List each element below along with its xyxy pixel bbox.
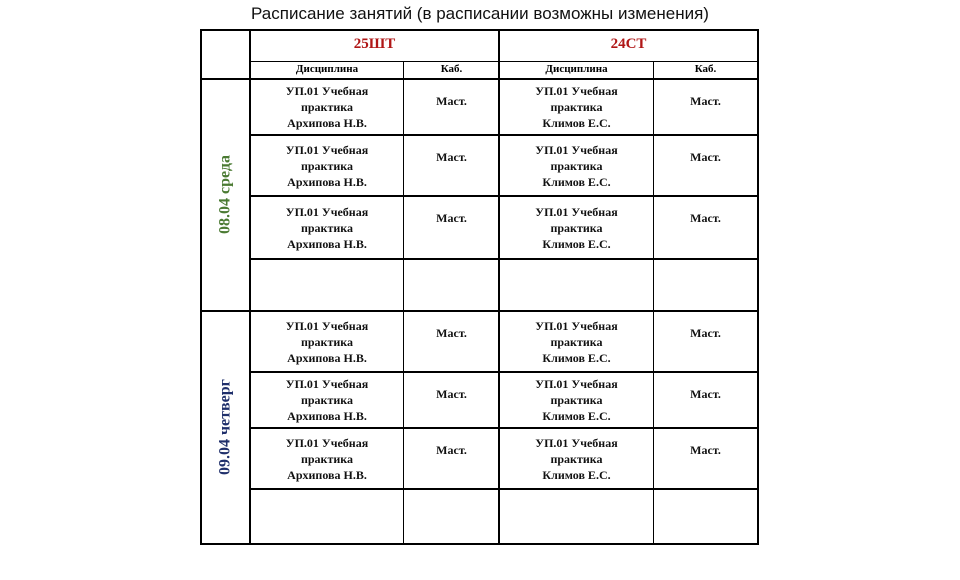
lesson-cell — [251, 136, 403, 195]
subject-text: УП.01 Учебная — [535, 142, 618, 157]
lesson-cell — [500, 80, 653, 134]
room-cell: Маст. — [690, 326, 721, 340]
room-cell: Маст. — [436, 150, 467, 164]
subject-text: УП.01 Учебная — [285, 204, 369, 219]
subject-text: УП.01 Учебная — [285, 435, 369, 450]
lesson-cell — [500, 260, 653, 310]
subject-text: УП.01 Учебная — [285, 377, 369, 391]
teacher-name: Климов Е.С. — [542, 350, 611, 365]
subject-text: УП.01 Учебная — [535, 318, 618, 333]
room-cell: Маст. — [436, 326, 467, 340]
subject-text: УП.01 Учебная — [535, 84, 618, 98]
lesson-cell — [251, 429, 403, 488]
teacher-name: Климов Е.С. — [542, 116, 611, 130]
teacher-name: Архипова Н.В. — [287, 236, 367, 251]
subject-text: УП.01 Учебная — [535, 435, 618, 450]
room-cell: Маст. — [690, 150, 721, 164]
subject-text: УП.01 Учебная — [285, 142, 369, 157]
room-cell: Маст. — [436, 211, 467, 225]
day-label: 08.04 среда — [216, 155, 234, 235]
lesson-cell — [251, 490, 403, 543]
subject-text: практика — [550, 451, 603, 466]
group-header: 24СТ — [610, 36, 647, 52]
subject-text: практика — [300, 220, 354, 235]
subject-text: практика — [550, 334, 603, 349]
grid-line — [249, 61, 757, 62]
subject-text: практика — [550, 100, 603, 114]
group-header: 25ШТ — [353, 36, 396, 52]
teacher-name: Климов Е.С. — [542, 467, 611, 482]
subject-text: практика — [300, 334, 354, 349]
lesson-cell — [500, 373, 653, 427]
lesson-cell — [500, 312, 653, 371]
day-label: 09.04 четверг — [216, 379, 234, 476]
lesson-cell — [500, 136, 653, 195]
teacher-name: Архипова Н.В. — [287, 467, 367, 482]
column-header-room: Каб. — [694, 63, 717, 75]
subject-text: практика — [550, 220, 603, 235]
room-cell: Маст. — [690, 211, 721, 225]
teacher-name: Климов Е.С. — [542, 409, 611, 423]
lesson-cell — [251, 80, 403, 134]
subject-text: УП.01 Учебная — [535, 377, 618, 391]
room-cell: Маст. — [690, 94, 721, 108]
lesson-cell — [251, 312, 403, 371]
lesson-cell — [500, 490, 653, 543]
teacher-name: Климов Е.С. — [542, 236, 611, 251]
lesson-cell — [500, 197, 653, 258]
room-cell: Маст. — [436, 94, 467, 108]
subject-text: практика — [550, 393, 603, 407]
room-cell: Маст. — [690, 387, 721, 401]
column-header-room: Каб. — [440, 63, 463, 75]
room-cell: Маст. — [690, 443, 721, 457]
subject-text: практика — [550, 158, 603, 173]
teacher-name: Архипова Н.В. — [287, 174, 367, 189]
subject-text: практика — [300, 100, 354, 114]
teacher-name: Архипова Н.В. — [287, 409, 367, 423]
teacher-name: Архипова Н.В. — [287, 116, 367, 130]
subject-text: УП.01 Учебная — [535, 204, 618, 219]
lesson-cell — [251, 197, 403, 258]
schedule-table — [200, 29, 759, 545]
subject-text: практика — [300, 393, 354, 407]
subject-text: практика — [300, 451, 354, 466]
page-title: Расписание занятий (в расписании возможны изменения) — [251, 4, 709, 23]
teacher-name: Архипова Н.В. — [287, 350, 367, 365]
column-header-discipline: Дисциплина — [295, 63, 359, 75]
lesson-cell — [251, 373, 403, 427]
subject-text: УП.01 Учебная — [285, 84, 369, 98]
subject-text: практика — [300, 158, 354, 173]
teacher-name: Климов Е.С. — [542, 174, 611, 189]
lesson-cell — [500, 429, 653, 488]
subject-text: УП.01 Учебная — [285, 318, 369, 333]
room-cell: Маст. — [436, 443, 467, 457]
room-cell: Маст. — [436, 387, 467, 401]
lesson-cell — [251, 260, 403, 310]
column-header-discipline: Дисциплина — [545, 63, 608, 75]
